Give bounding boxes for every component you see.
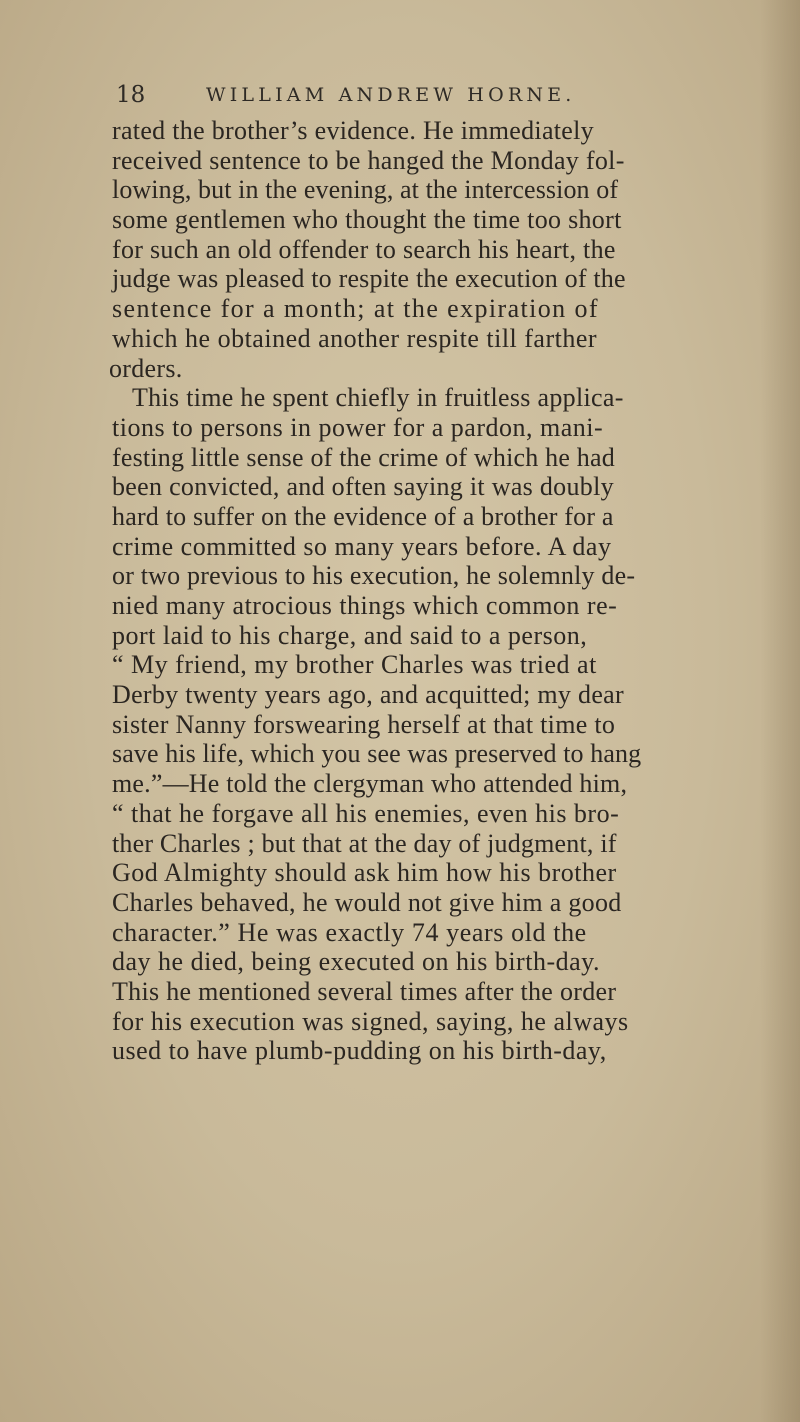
text-line: “ My friend, my brother Charles was tried at xyxy=(112,650,597,680)
text-line: for such an old offender to search his heart, the xyxy=(112,234,616,264)
text-line: lowing, but in the evening, at the intercession of xyxy=(112,175,619,205)
text-line: save his life, which you see was preserved to hang xyxy=(112,739,642,769)
text-line: day he died, being executed on his birth-day. xyxy=(112,947,600,977)
page-number: 18 xyxy=(116,82,146,108)
text-line: received sentence to be hanged the Monday fol- xyxy=(112,145,625,175)
text-line: hard to suffer on the evidence of a brother for a xyxy=(112,501,614,531)
text-line: judge was pleased to respite the execution of the xyxy=(112,264,626,294)
body-text xyxy=(109,116,799,1066)
text-line: God Almighty should ask him how his brother xyxy=(112,858,617,888)
text-line: used to have plumb-pudding on his birth-day, xyxy=(112,1036,607,1066)
text-line: ther Charles ; but that at the day of judgment, if xyxy=(112,828,617,858)
text-line: This he mentioned several times after the order xyxy=(112,976,617,1006)
text-line: Derby twenty years ago, and acquitted; my dear xyxy=(112,680,624,710)
text-line: tions to persons in power for a pardon, mani- xyxy=(112,412,604,442)
text-line: festing little sense of the crime of which he had xyxy=(112,442,615,472)
text-line: for his execution was signed, saying, he always xyxy=(112,1006,629,1036)
text-line: Charles behaved, he would not give him a good xyxy=(112,887,622,917)
text-line: some gentlemen who thought the time too short xyxy=(112,205,622,235)
text-line: rated the brother’s evidence. He immediately xyxy=(112,116,594,145)
text-line: crime committed so many years before. A day xyxy=(112,531,612,561)
text-line: nied many atrocious things which common re- xyxy=(112,591,618,620)
text-line: sentence for a month; at the expiration of xyxy=(112,294,599,324)
text-line: “ that he forgave all his enemies, even his bro- xyxy=(112,798,620,828)
running-title: WILLIAM ANDREW HORNE. xyxy=(206,84,576,106)
text-line: orders. xyxy=(109,353,183,383)
text-line: This time he spent chiefly in fruitless applica- xyxy=(132,383,624,413)
text-line: or two previous to his execution, he solemnly de- xyxy=(112,561,636,591)
text-line: sister Nanny forswearing herself at that time to xyxy=(112,709,616,739)
text-line: been convicted, and often saying it was doubly xyxy=(112,472,614,502)
text-line: which he obtained another respite till farther xyxy=(112,323,598,353)
text-line: port laid to his charge, and said to a person, xyxy=(112,620,588,650)
text-line: character.” He was exactly 74 years old the xyxy=(112,917,587,947)
text-line: me.”—He told the clergyman who attended him, xyxy=(112,769,628,799)
